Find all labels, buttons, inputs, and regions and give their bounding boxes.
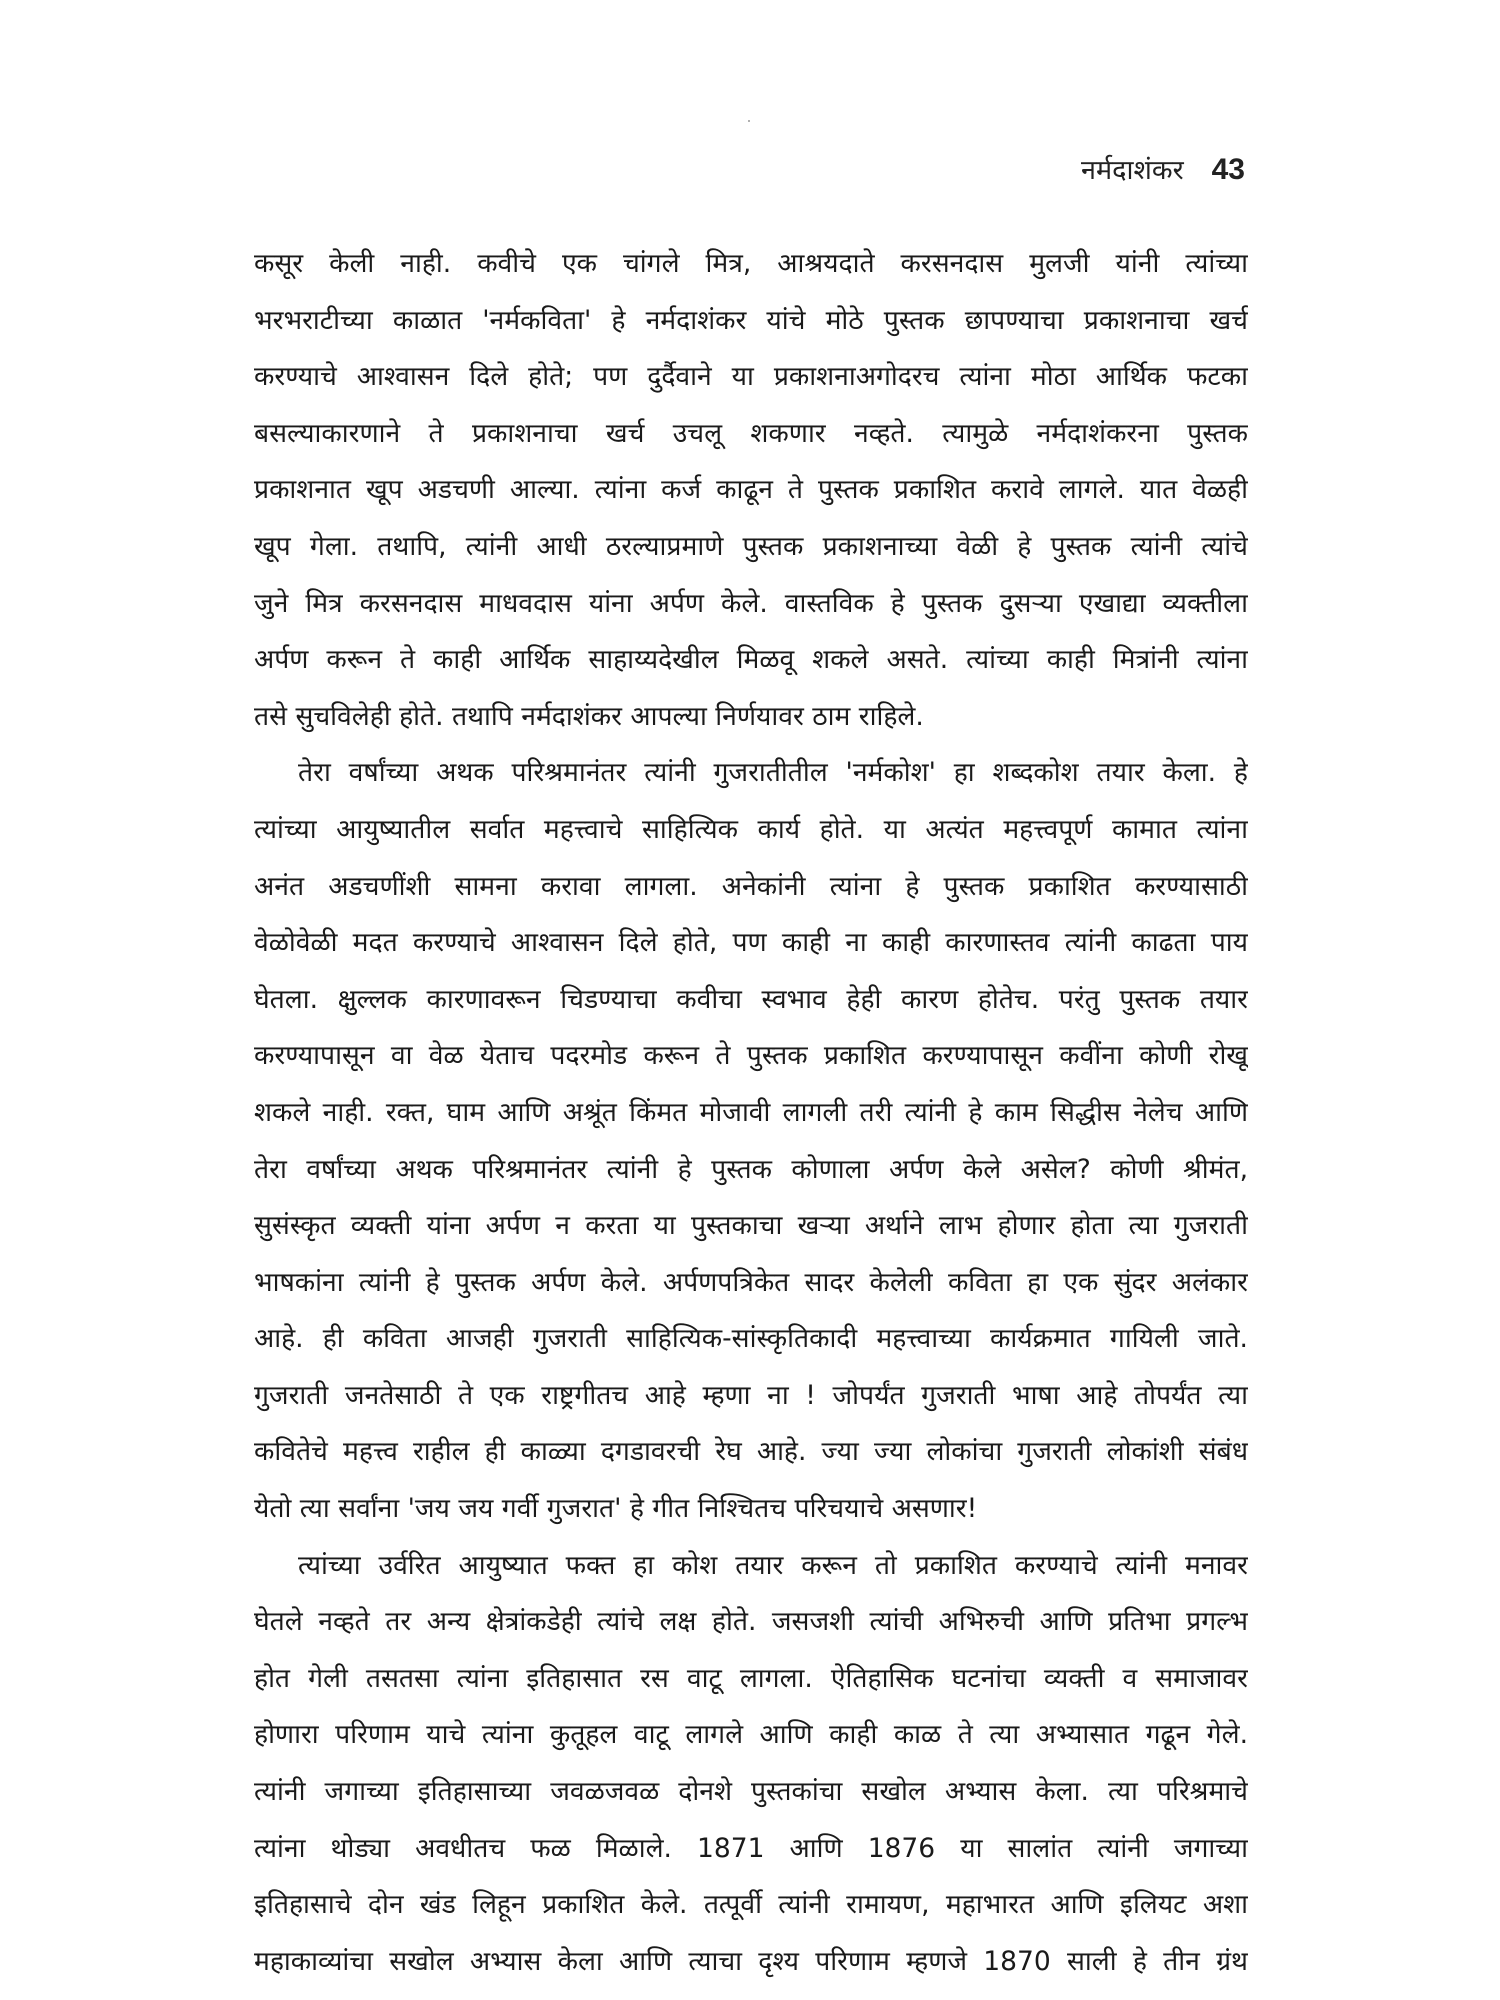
text-line: कवितेचे महत्त्व राहील ही काळ्या दगडावरची रेघ आहे. ज्या ज्या लोकांचा गुजराती लोकांशी संबंध [254, 1436, 1248, 1468]
text-line: त्यांनी जगाच्या इतिहासाच्या जवळजवळ दोनशे पुस्तकांचा सखोल अभ्यास केला. त्या परिश्रमाचे [254, 1776, 1248, 1808]
text-line: प्रकाशनात खूप अडचणी आल्या. त्यांना कर्ज काढून ते पुस्तक प्रकाशित करावे लागले. यात वेळही [254, 474, 1248, 506]
text-line: भाषकांना त्यांनी हे पुस्तक अर्पण केले. अर्पणपत्रिकेत सादर केलेली कविता हा एक सुंदर अलंकार [254, 1266, 1248, 1298]
text-line: महाकाव्यांचा सखोल अभ्यास केला आणि त्याचा दृश्य परिणाम म्हणजे 1870 साली हे तीन ग्रंथ [254, 1945, 1248, 1977]
text-line: अर्पण करून ते काही आर्थिक साहाय्यदेखील मिळवू शकले असते. त्यांच्या काही मित्रांनी त्यांना [254, 644, 1248, 676]
text-line: तसे सुचविलेही होते. तथापि नर्मदाशंकर आपल्या निर्णयावर ठाम राहिले. [254, 700, 924, 732]
text-line: कसूर केली नाही. कवीचे एक चांगले मित्र, आश्रयदाते करसनदास मुलजी यांनी त्यांच्या [254, 248, 1248, 279]
text-line: करण्याचे आश्वासन दिले होते; पण दुर्दैवाने या प्रकाशनाअगोदरच त्यांना मोठा आर्थिक फटका [254, 361, 1248, 393]
text-line: इतिहासाचे दोन खंड लिहून प्रकाशित केले. तत्पूर्वी त्यांनी रामायण, महाभारत आणि इलियट अशा [254, 1889, 1248, 1921]
scan-speck [748, 120, 750, 122]
text-line: सुसंस्कृत व्यक्ती यांना अर्पण न करता या पुस्तकाचा खऱ्या अर्थाने लाभ होणार होता त्या गुजराती [254, 1210, 1248, 1242]
page-header [1081, 150, 1245, 187]
text-line: अनंत अडचणींशी सामना करावा लागला. अनेकांनी त्यांना हे पुस्तक प्रकाशित करण्यासाठी [254, 870, 1248, 902]
page-number: 43 [1211, 153, 1245, 186]
text-line: भरभराटीच्या काळात 'नर्मकविता' हे नर्मदाशंकर यांचे मोठे पुस्तक छापण्याचा प्रकाशनाचा खर्च [254, 304, 1248, 336]
text-line: तेरा वर्षांच्या अथक परिश्रमानंतर त्यांनी हे पुस्तक कोणाला अर्पण केले असेल? कोणी श्रीमंत, [254, 1153, 1248, 1185]
text-line: त्यांच्या उर्वरित आयुष्यात फक्त हा कोश तयार करून तो प्रकाशित करण्याचे त्यांनी मनावर [298, 1549, 1248, 1581]
text-line: येतो त्या सर्वांना 'जय जय गर्वी गुजरात' हे गीत निश्चितच परिचयाचे असणार! [254, 1493, 978, 1525]
text-line: गुजराती जनतेसाठी ते एक राष्ट्रगीतच आहे म्हणा ना ! जोपर्यंत गुजराती भाषा आहे तोपर्यंत त्या [254, 1379, 1248, 1411]
text-line: त्यांना थोड्या अवधीतच फळ मिळाले. 1871 आणि 1876 या सालांत त्यांनी जगाच्या [254, 1832, 1248, 1864]
text-line: बसल्याकारणाने ते प्रकाशनाचा खर्च उचलू शकणार नव्हते. त्यामुळे नर्मदाशंकरना पुस्तक [254, 417, 1248, 449]
text-line: करण्यापासून वा वेळ येताच पदरमोड करून ते पुस्तक प्रकाशित करण्यापासून कवींना कोणी रोखू [254, 1040, 1248, 1072]
text-line: खूप गेला. तथापि, त्यांनी आधी ठरल्याप्रमाणे पुस्तक प्रकाशनाच्या वेळी हे पुस्तक त्यांनी त्यांचे [254, 530, 1248, 562]
text-line: होत गेली तसतसा त्यांना इतिहासात रस वाटू लागला. ऐतिहासिक घटनांचा व्यक्ती व समाजावर [254, 1662, 1248, 1694]
text-line: घेतले नव्हते तर अन्य क्षेत्रांकडेही त्यांचे लक्ष होते. जसजशी त्यांची अभिरुची आणि प्रतिभा प्रगल्भ [254, 1606, 1248, 1638]
text-line: आहे. ही कविता आजही गुजराती साहित्यिक-सांस्कृतिकादी महत्त्वाच्या कार्यक्रमात गायिली जाते. [254, 1323, 1248, 1355]
body-text [254, 236, 1248, 1990]
text-line: वेळोवेळी मदत करण्याचे आश्वासन दिले होते, पण काही ना काही कारणास्तव त्यांनी काढता पाय [254, 927, 1248, 959]
text-line: होणारा परिणाम याचे त्यांना कुतूहल वाटू लागले आणि काही काळ ते त्या अभ्यासात गढून गेले. [254, 1719, 1248, 1751]
text-line: तेरा वर्षांच्या अथक परिश्रमानंतर त्यांनी गुजरातीतील 'नर्मकोश' हा शब्दकोश तयार केला. हे [298, 757, 1248, 789]
text-line: घेतला. क्षुल्लक कारणावरून चिडण्याचा कवीचा स्वभाव हेही कारण होतेच. परंतु पुस्तक तयार [254, 983, 1248, 1015]
text-line: त्यांच्या आयुष्यातील सर्वात महत्त्वाचे साहित्यिक कार्य होते. या अत्यंत महत्त्वपूर्ण कामात त्यांना [254, 813, 1248, 845]
text-line: जुने मित्र करसनदास माधवदास यांना अर्पण केले. वास्तविक हे पुस्तक दुसऱ्या एखाद्या व्यक्तीला [254, 587, 1248, 619]
running-title: नर्मदाशंकर [1081, 155, 1184, 186]
text-line: शकले नाही. रक्त, घाम आणि अश्रूंत किंमत मोजावी लागली तरी त्यांनी हे काम सिद्धीस नेलेच आणि [254, 1096, 1248, 1128]
